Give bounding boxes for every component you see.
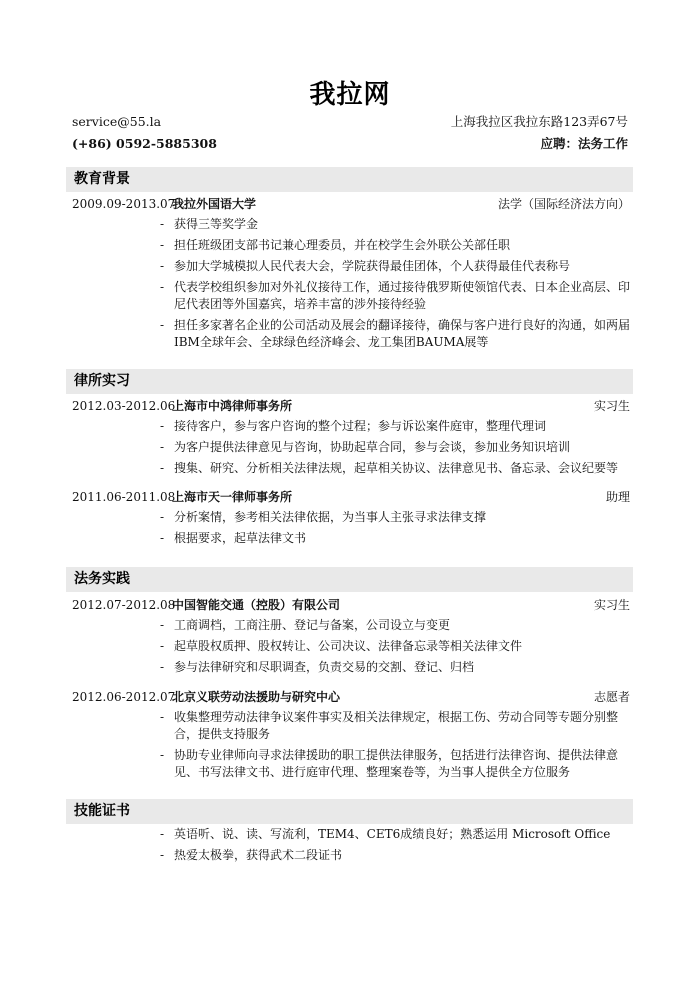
address: 上海我拉区我拉东路123弄67号 xyxy=(450,114,628,129)
bullet-item: - 担任班级团支部书记兼心理委员，并在校学生会外联公关部任职 xyxy=(160,238,511,252)
candidate-name: 我拉网 xyxy=(309,80,391,110)
section-title-internship: 律所实习 xyxy=(66,369,633,394)
bullet-list xyxy=(72,418,630,477)
bullet-item: - 协助专业律师向寻求法律援助的职工提供法律服务，包括进行法律咨询、提供法律意见、书写法律文书、进行庭审代理、整理案卷等，为当事人提供全方位服务 xyxy=(160,748,619,779)
bullet-item: - 担任多家著名企业的公司活动及展会的翻译接待，确保与客户进行良好的沟通，如两届IBM全球年会、全球绿色经济峰会、龙工集团BAUMA展等 xyxy=(160,318,631,349)
bullet-item: - 根据要求，起草法律文书 xyxy=(160,531,307,545)
bullet-item: - 参与法律研究和尽职调查，负责交易的交割、登记、归档 xyxy=(160,660,475,674)
education-entry xyxy=(72,194,630,355)
email: service@55.la xyxy=(72,114,162,129)
bullet-item: - 为客户提供法律意见与咨询，协助起草合同，参与会谈，参加业务知识培训 xyxy=(160,440,571,454)
entry-org: 我拉外国语大学 xyxy=(172,197,257,211)
practice-entry-1 xyxy=(72,595,630,680)
bullet-item: - 工商调档，工商注册、登记与备案，公司设立与变更 xyxy=(160,618,451,632)
entry-date: 2011.06-2011.08 xyxy=(72,490,176,504)
apply-position: 应聘：法务工作 xyxy=(540,136,628,151)
entry-role: 志愿者 xyxy=(593,690,630,704)
bullet-item: - 获得三等奖学金 xyxy=(160,217,259,231)
contact-right xyxy=(451,111,628,155)
internship-entry-1 xyxy=(72,396,630,481)
bullet-list xyxy=(72,826,630,864)
bullet-item: - 英语听、说、读、写流利，TEM4、CET6成绩良好；熟悉运用 Microsoft Office xyxy=(160,827,611,841)
section-title-skills: 技能证书 xyxy=(66,799,633,824)
contact-left xyxy=(72,111,217,155)
bullet-item: - 参加大学城模拟人民代表大会，学院获得最佳团体，个人获得最佳代表称号 xyxy=(160,259,571,273)
entry-role: 助理 xyxy=(605,490,630,504)
entry-role: 实习生 xyxy=(593,399,630,413)
entry-date: 2012.06-2012.07 xyxy=(72,690,176,704)
entry-role: 实习生 xyxy=(593,598,630,612)
entry-org: 上海市天一律师事务所 xyxy=(172,490,293,504)
entry-date: 2012.03-2012.06 xyxy=(72,399,176,413)
entry-date: 2012.07-2012.08 xyxy=(72,598,176,612)
bullet-list xyxy=(72,709,630,781)
entry-role: 法学（国际经济法方向） xyxy=(497,197,630,211)
phone: (+86) 0592-5885308 xyxy=(72,136,217,151)
bullet-item: - 收集整理劳动法律争议案件事实及相关法律规定，根据工伤、劳动合同等专题分别整合，提供支持服务 xyxy=(160,710,619,741)
bullet-item: - 起草股权质押、股权转让、公司决议、法律备忘录等相关法律文件 xyxy=(160,639,523,653)
bullet-item: - 搜集、研究、分析相关法律法规，起草相关协议、法律意见书、备忘录、会议纪要等 xyxy=(160,461,619,475)
bullet-list xyxy=(72,509,630,547)
section-title-practice: 法务实践 xyxy=(66,567,633,592)
entry-org: 上海市中鸿律师事务所 xyxy=(172,399,293,413)
bullet-list xyxy=(72,216,630,351)
practice-entry-2 xyxy=(72,687,630,785)
entry-org: 中国智能交通（控股）有限公司 xyxy=(172,598,341,612)
bullet-item: - 接待客户，参与客户咨询的整个过程；参与诉讼案件庭审，整理代理词 xyxy=(160,419,547,433)
bullet-item: - 代表学校组织参加对外礼仪接待工作，通过接待俄罗斯使领馆代表、日本企业高层、印尼代表团等外国嘉宾，培养丰富的涉外接待经验 xyxy=(160,280,631,311)
bullet-item: - 分析案情，参考相关法律依据，为当事人主张寻求法律支撑 xyxy=(160,510,487,524)
entry-org: 北京义联劳动法援助与研究中心 xyxy=(172,690,341,704)
internship-entry-2 xyxy=(72,487,630,551)
entry-date: 2009.09-2013.07 xyxy=(72,197,176,211)
bullet-list xyxy=(72,617,630,676)
section-title-education: 教育背景 xyxy=(66,167,633,192)
skills-entry xyxy=(72,826,630,868)
bullet-item: - 热爱太极拳，获得武术二段证书 xyxy=(160,848,343,862)
